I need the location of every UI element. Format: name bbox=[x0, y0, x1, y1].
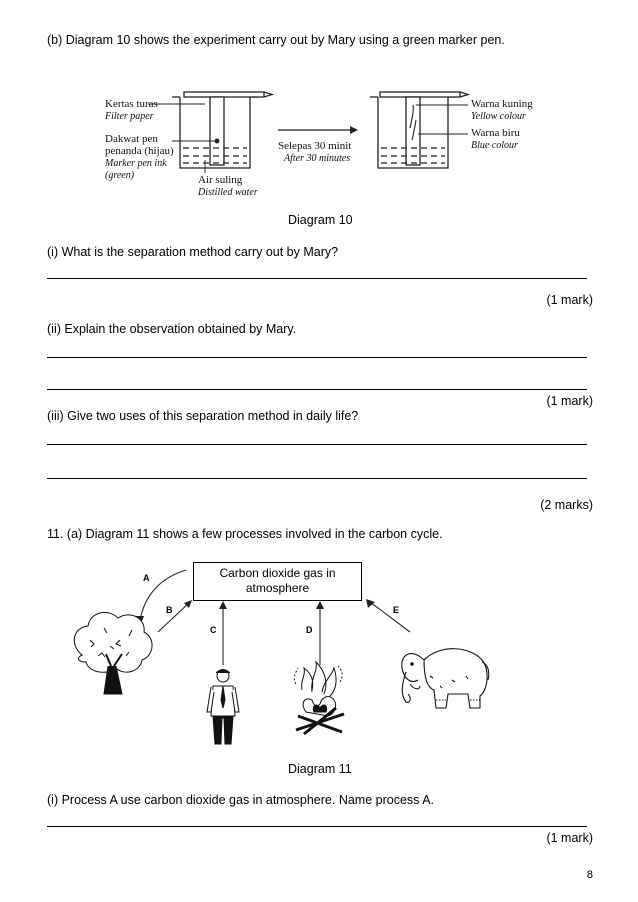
arrow-d-head bbox=[316, 601, 324, 609]
letter-d: D bbox=[306, 625, 313, 635]
campfire-icon bbox=[294, 662, 344, 734]
question-iii: (iii) Give two uses of this separation method in daily life? bbox=[47, 409, 359, 423]
letter-a: A bbox=[143, 573, 150, 583]
label-blue-ms: Warna biru bbox=[471, 127, 520, 139]
label-filter-paper-ms: Kertas turas bbox=[105, 98, 158, 110]
label-ink-ms-2: penanda (hijau) bbox=[105, 145, 174, 157]
letter-b: B bbox=[166, 605, 173, 615]
marks-ii: (1 mark) bbox=[546, 394, 593, 408]
label-water-en: Distilled water bbox=[198, 187, 258, 198]
q10b-intro: (b) Diagram 10 shows the experiment carry out by Mary using a green marker pen. bbox=[47, 33, 505, 47]
arrow-e bbox=[370, 602, 410, 632]
arrow-c-head bbox=[219, 601, 227, 609]
label-ink-en-1: Marker pen ink bbox=[105, 158, 167, 169]
label-yellow-en: Yellow colour bbox=[471, 111, 526, 122]
marks-i: (1 mark) bbox=[546, 293, 593, 307]
question-i: (i) What is the separation method carry out by Mary? bbox=[47, 245, 339, 259]
label-ink-ms-1: Dakwat pen bbox=[105, 133, 158, 145]
elephant-icon bbox=[402, 649, 489, 708]
question-11-i: (i) Process A use carbon dioxide gas in atmosphere. Name process A. bbox=[47, 793, 434, 807]
co2-box-line-2: atmosphere bbox=[245, 581, 310, 595]
co2-box-line-1: Carbon dioxide gas in bbox=[219, 566, 336, 580]
marks-iii: (2 marks) bbox=[540, 498, 593, 512]
man-icon bbox=[207, 670, 239, 745]
label-blue-en: Blue colour bbox=[471, 140, 518, 151]
label-after-en: After 30 minutes bbox=[284, 153, 351, 164]
page-number: 8 bbox=[586, 869, 593, 881]
letter-e: E bbox=[393, 605, 400, 615]
arrow-b bbox=[158, 602, 190, 632]
label-filter-paper-en: Filter paper bbox=[105, 111, 154, 122]
answer-line[interactable] bbox=[47, 826, 587, 827]
marks-11-i: (1 mark) bbox=[546, 831, 593, 845]
label-water-ms: Air suling bbox=[198, 174, 243, 186]
label-after-ms: Selepas 30 minit bbox=[278, 140, 352, 152]
letter-c: C bbox=[210, 625, 217, 635]
q11a-intro: 11. (a) Diagram 11 shows a few processes involved in the carbon cycle. bbox=[47, 527, 443, 541]
label-ink-en-2: (green) bbox=[105, 170, 135, 181]
label-yellow-ms: Warna kuning bbox=[471, 98, 533, 110]
question-ii: (ii) Explain the observation obtained by Mary. bbox=[47, 322, 297, 336]
tree-icon bbox=[74, 612, 152, 694]
diagram-11-caption: Diagram 11 bbox=[288, 762, 352, 776]
diagram-10-caption: Diagram 10 bbox=[288, 213, 353, 227]
arrow-e-head bbox=[366, 599, 375, 608]
